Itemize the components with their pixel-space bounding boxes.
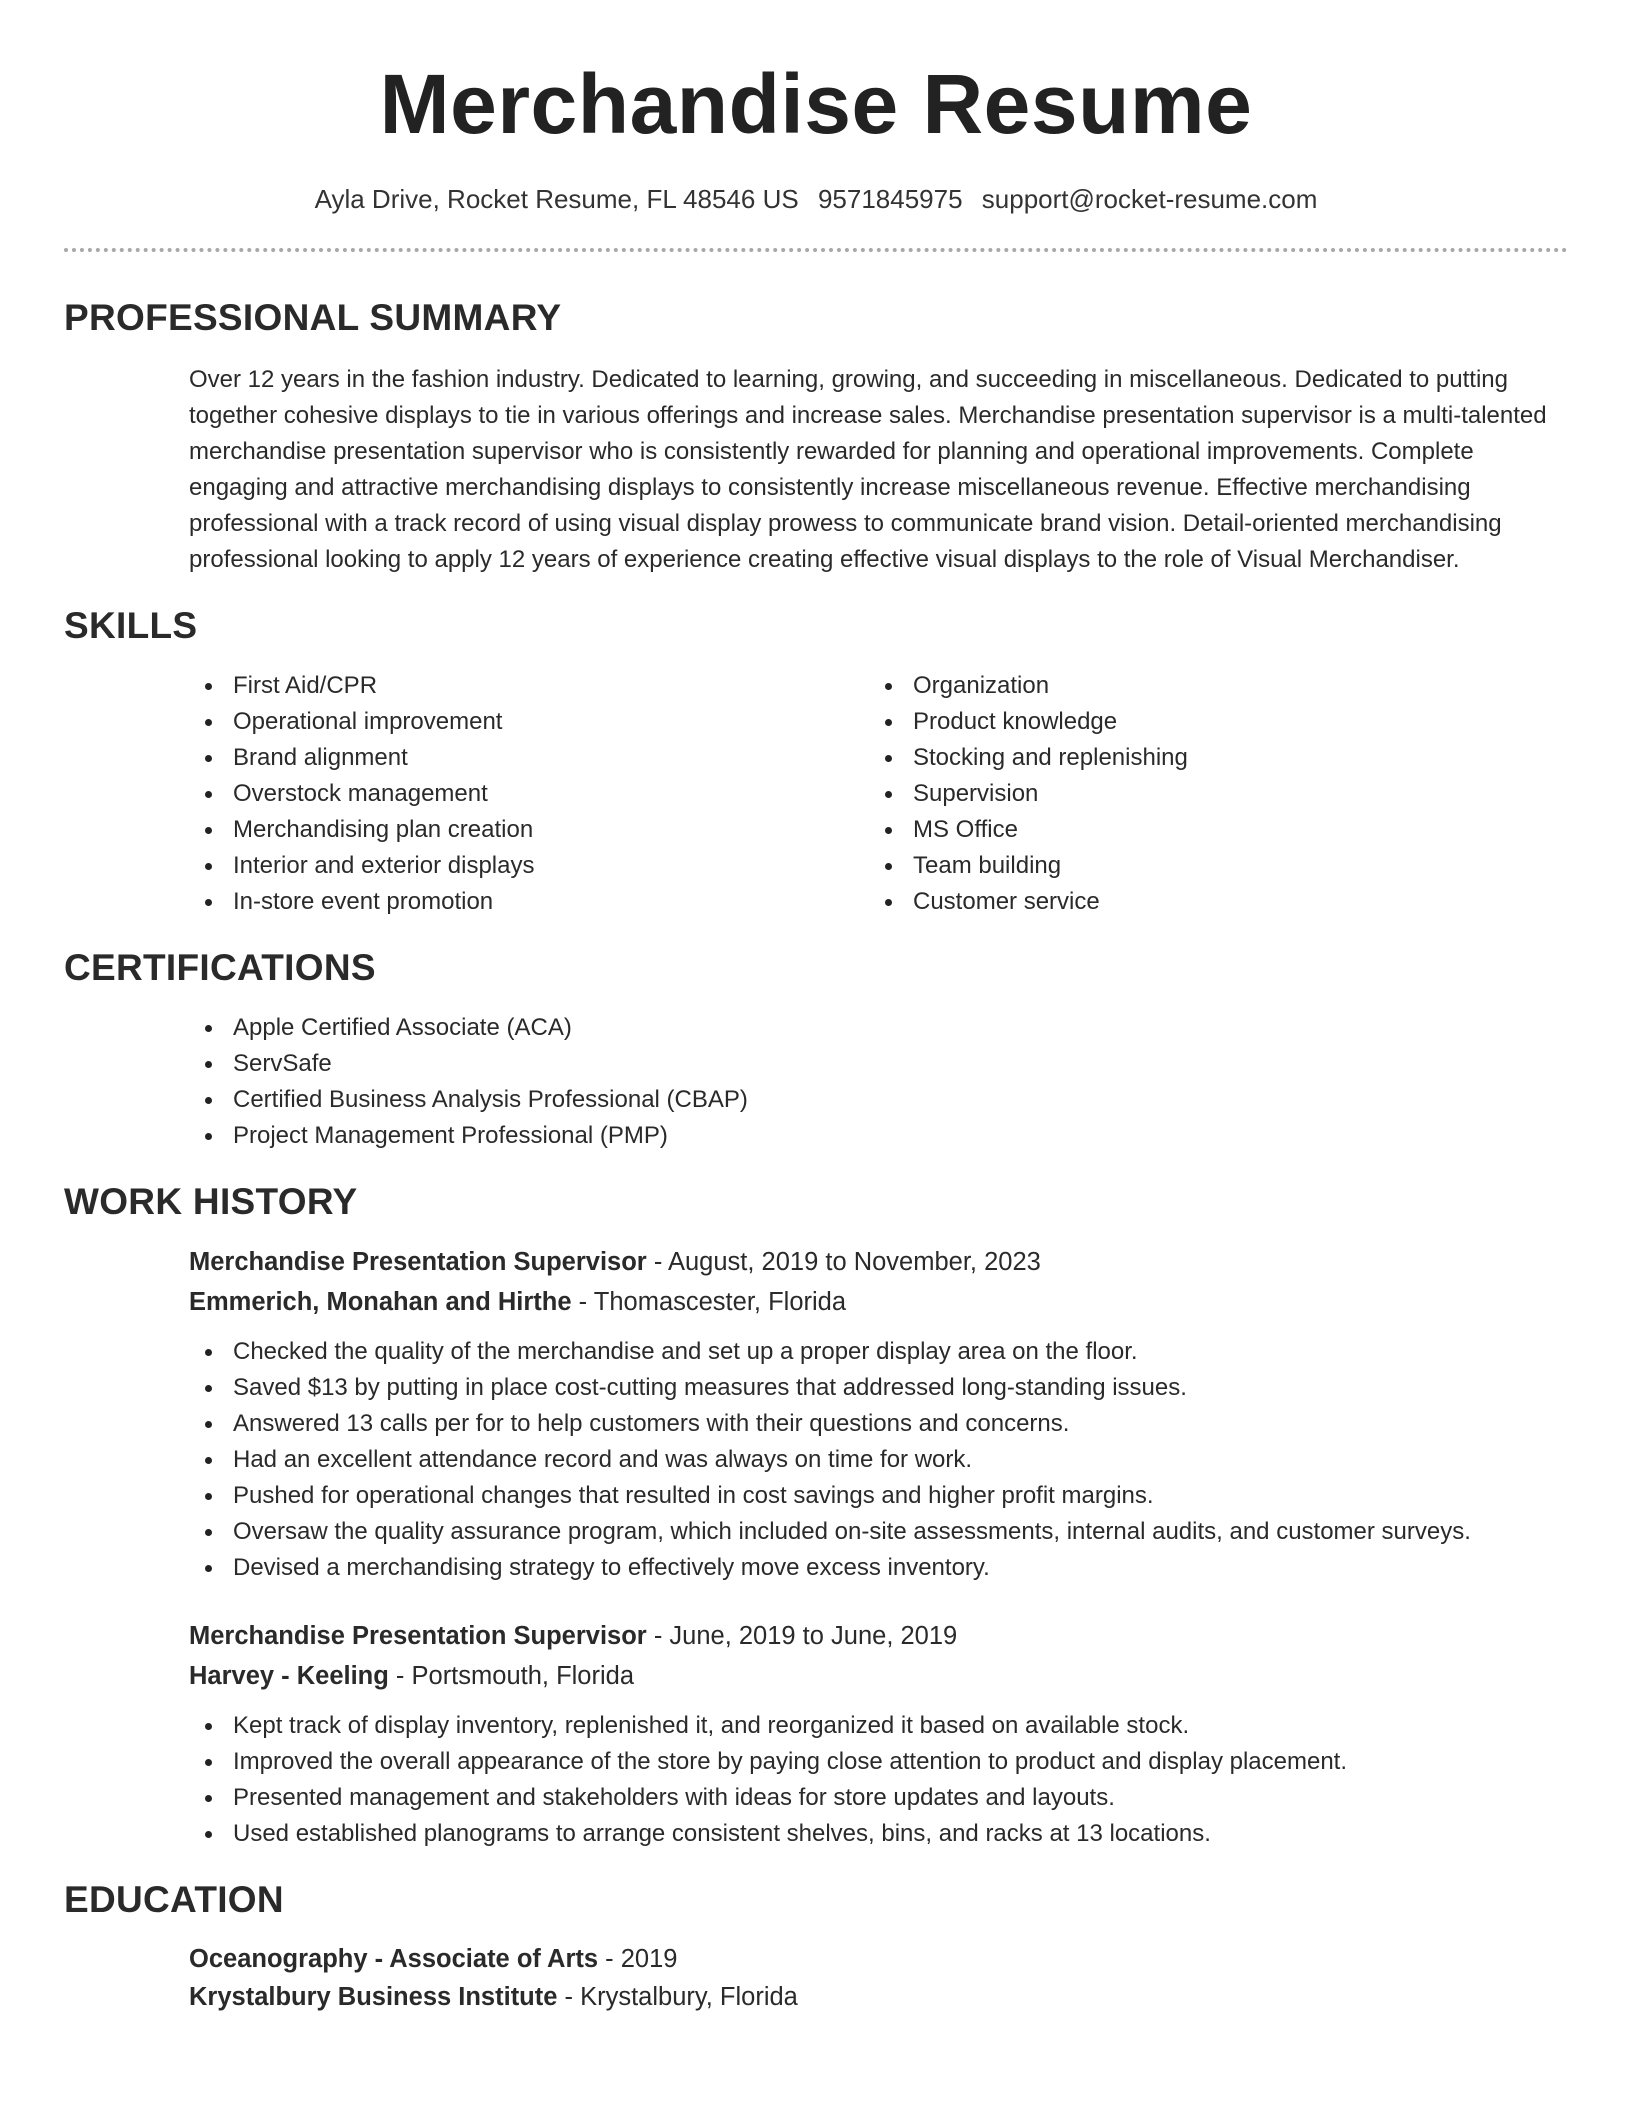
resume-title: Merchandise Resume [379, 57, 1253, 151]
certifications-heading: CERTIFICATIONS [64, 947, 376, 988]
education-school-line [189, 1978, 1568, 2016]
job-bullet: Checked the quality of the merchandise and set up a proper display area on the floor. [189, 1334, 1568, 1370]
skill-item: Organization [869, 668, 1549, 704]
certification-item: Apple Certified Associate (ACA) [189, 1010, 1568, 1046]
job-entry [189, 1242, 1568, 1586]
certification-item: ServSafe [189, 1046, 1568, 1082]
skills-column-left [189, 668, 869, 920]
job-bullet: Answered 13 calls per for to help customers with their questions and concerns. [189, 1406, 1568, 1442]
summary-heading: PROFESSIONAL SUMMARY [64, 297, 562, 338]
job-dates: - June, 2019 to June, 2019 [646, 1622, 958, 1650]
job-bullet: Pushed for operational changes that resulted in cost savings and higher profit margins. [189, 1478, 1568, 1514]
skill-item: Supervision [869, 776, 1549, 812]
work-history-heading: WORK HISTORY [64, 1181, 358, 1222]
job-title: Merchandise Presentation Supervisor [189, 1248, 647, 1276]
job-location: - Thomascester, Florida [571, 1288, 847, 1316]
job-company-line [189, 1656, 1568, 1696]
education-entry [189, 1940, 1568, 2016]
job-company: Harvey - Keeling [189, 1662, 389, 1690]
skill-item: Stocking and replenishing [869, 740, 1549, 776]
skill-item: Customer service [869, 884, 1549, 920]
certification-item: Certified Business Analysis Professional (CBAP) [189, 1082, 1568, 1118]
job-bullet: Oversaw the quality assurance program, which included on-site assessments, internal audits, and customer surveys. [189, 1514, 1568, 1550]
certifications-list [189, 1010, 1568, 1154]
job-bullet-list [189, 1334, 1568, 1586]
contact-address: Ayla Drive, Rocket Resume, FL 48546 US [314, 184, 799, 214]
skill-item: MS Office [869, 812, 1549, 848]
job-company-line [189, 1282, 1568, 1322]
skill-item: In-store event promotion [189, 884, 869, 920]
job-title: Merchandise Presentation Supervisor [189, 1622, 647, 1650]
education-degree-line [189, 1940, 1568, 1978]
skill-item: Team building [869, 848, 1549, 884]
education-location: - Krystalbury, Florida [557, 1983, 798, 2011]
job-bullet: Had an excellent attendance record and was always on time for work. [189, 1442, 1568, 1478]
education-school: Krystalbury Business Institute [189, 1983, 558, 2011]
education-heading: EDUCATION [64, 1879, 284, 1920]
skills-heading: SKILLS [64, 605, 198, 646]
skills-column-right [869, 668, 1549, 920]
summary-text: Over 12 years in the fashion industry. Dedicated to learning, growing, and succeeding in miscellaneous. Dedicated to putting together cohesive displays to tie in various offerings and increase sales. Merchandise presentation supervisor is a multi-talented merchandise presentation supervisor who is consistently rewarded for planning and operational improvements. Complete engaging and attractive merchandising displays to consistently increase miscellaneous revenue. Effective merchandising professional with a track record of using visual display prowess to communicate brand vision. Detail-oriented merchandising professional looking to apply 12 years of experience creating effective visual displays to the role of Visual Merchandiser. [189, 366, 1547, 573]
skills-list [189, 668, 1568, 920]
job-title-line [189, 1616, 1568, 1656]
certification-item: Project Management Professional (PMP) [189, 1118, 1568, 1154]
job-bullet-list [189, 1708, 1568, 1852]
job-dates: - August, 2019 to November, 2023 [646, 1248, 1041, 1276]
job-bullet: Used established planograms to arrange consistent shelves, bins, and racks at 13 locations. [189, 1816, 1568, 1852]
job-location: - Portsmouth, Florida [388, 1662, 635, 1690]
skill-item: Operational improvement [189, 704, 869, 740]
job-company: Emmerich, Monahan and Hirthe [189, 1288, 572, 1316]
job-bullet: Presented management and stakeholders with ideas for store updates and layouts. [189, 1780, 1568, 1816]
skill-item: First Aid/CPR [189, 668, 869, 704]
resume-page [64, 54, 1568, 2016]
job-bullet: Saved $13 by putting in place cost-cutting measures that addressed long-standing issues. [189, 1370, 1568, 1406]
job-bullet: Devised a merchandising strategy to effectively move excess inventory. [189, 1550, 1568, 1586]
contact-phone: 9571845975 [817, 184, 963, 214]
skill-item: Merchandising plan creation [189, 812, 869, 848]
education-degree: Oceanography - Associate of Arts [189, 1945, 599, 1973]
job-bullet: Improved the overall appearance of the store by paying close attention to product and display placement. [189, 1744, 1568, 1780]
header-divider [64, 248, 1568, 252]
education-year: - 2019 [598, 1945, 678, 1973]
skill-item: Product knowledge [869, 704, 1549, 740]
job-entry [189, 1616, 1568, 1852]
contact-email: support@rocket-resume.com [981, 184, 1318, 214]
skill-item: Overstock management [189, 776, 869, 812]
job-bullet: Kept track of display inventory, replenished it, and reorganized it based on available stock. [189, 1708, 1568, 1744]
skill-item: Brand alignment [189, 740, 869, 776]
job-title-line [189, 1242, 1568, 1282]
contact-line [64, 182, 1568, 216]
skill-item: Interior and exterior displays [189, 848, 869, 884]
